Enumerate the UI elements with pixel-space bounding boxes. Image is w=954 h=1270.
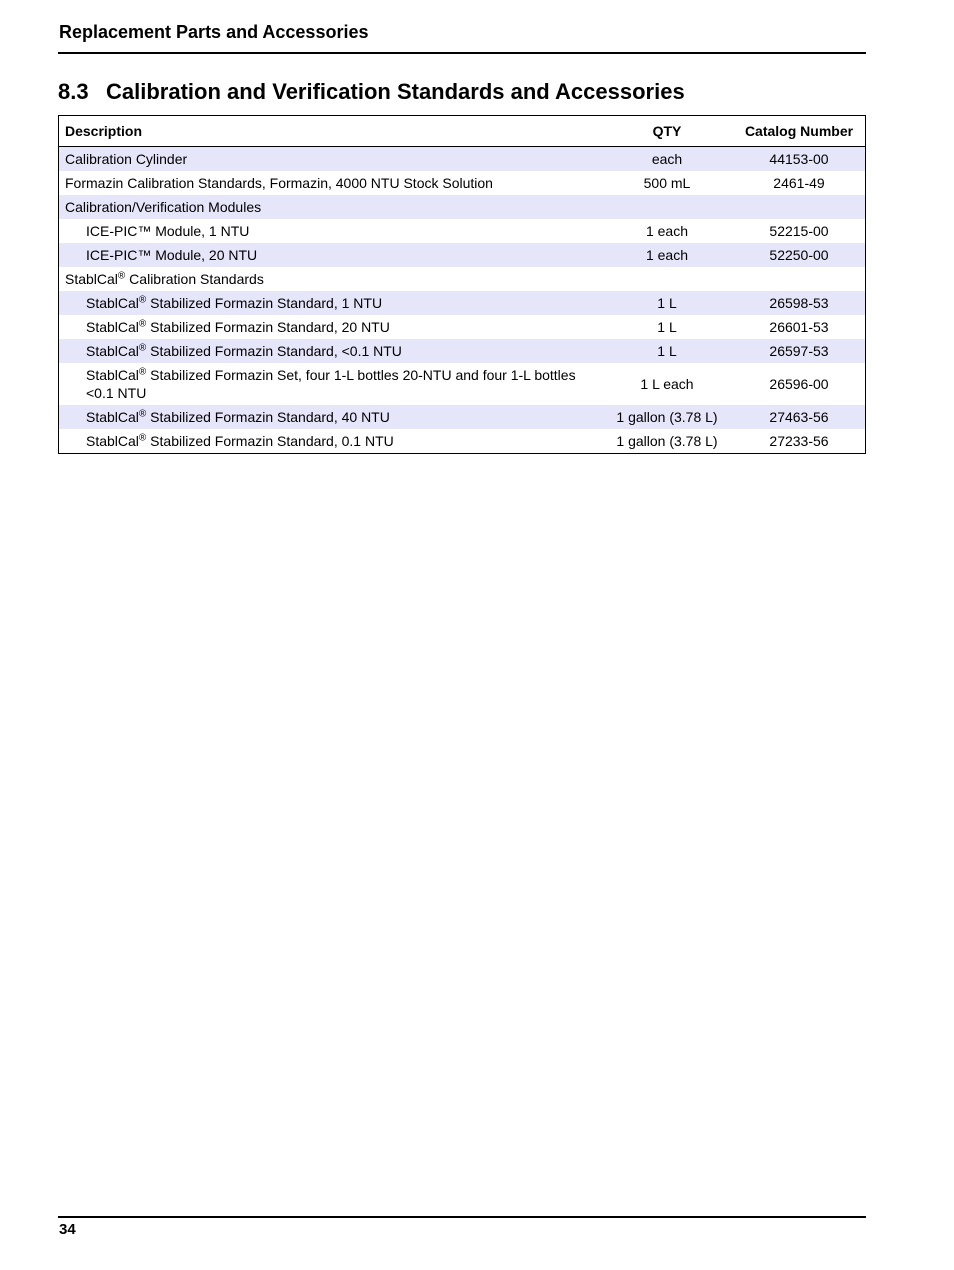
- section-heading: [58, 79, 685, 105]
- table-row: [59, 171, 866, 195]
- row-description: ICE-PIC™ Module, 20 NTU: [59, 243, 602, 267]
- row-description: Formazin Calibration Standards, Formazin, 4000 NTU Stock Solution: [65, 175, 493, 191]
- registered-mark: ®: [138, 318, 147, 330]
- column-header-catalog-number: Catalog Number: [733, 116, 866, 147]
- table-row: [59, 243, 866, 267]
- row-description: [59, 267, 602, 291]
- registered-mark: ®: [138, 432, 147, 444]
- description-text: Stabilized Formazin Standard, 1 NTU: [146, 295, 383, 311]
- row-catalog-number: 2461-49: [773, 175, 825, 191]
- table-header-row: [59, 116, 866, 147]
- row-catalog-number: [733, 195, 866, 219]
- row-catalog-number: 52250-00: [733, 243, 866, 267]
- row-description: [59, 291, 602, 315]
- brand-name: StablCal: [86, 409, 139, 425]
- registered-mark: ®: [138, 294, 147, 306]
- table-row: [59, 147, 866, 172]
- row-qty: 1 each: [645, 223, 689, 239]
- header-rule: [58, 52, 866, 54]
- row-qty: 1 each: [601, 243, 733, 267]
- table-row: [59, 339, 866, 363]
- row-catalog-number: 26596-00: [769, 376, 829, 392]
- description-text: Stabilized Formazin Standard, <0.1 NTU: [146, 343, 402, 359]
- registered-mark: ®: [138, 408, 147, 420]
- table-row: [59, 405, 866, 429]
- row-description: [59, 339, 602, 363]
- table-row: [59, 219, 866, 243]
- row-description: Calibration/Verification Modules: [59, 195, 602, 219]
- brand-name: StablCal: [86, 295, 139, 311]
- registered-mark: ®: [117, 270, 126, 282]
- table-row: [59, 291, 866, 315]
- registered-mark: ®: [138, 366, 147, 378]
- brand-name: StablCal: [86, 343, 139, 359]
- row-catalog-number: [733, 267, 866, 291]
- row-catalog-number: 27233-56: [769, 433, 829, 449]
- brand-name: StablCal: [86, 367, 139, 383]
- row-catalog-number: 26598-53: [733, 291, 866, 315]
- row-catalog-number: 52215-00: [769, 223, 829, 239]
- row-description: Calibration Cylinder: [59, 147, 602, 172]
- page-number: 34: [59, 1221, 76, 1238]
- row-description: [59, 315, 602, 339]
- row-qty: 1 L: [657, 319, 677, 335]
- description-text: Calibration Standards: [125, 271, 264, 287]
- running-header: Replacement Parts and Accessories: [59, 22, 369, 42]
- section-title: Calibration and Verification Standards and Accessories: [106, 79, 685, 104]
- table-row: [59, 429, 866, 454]
- table-row-group-heading: [59, 267, 866, 291]
- description-text: Stabilized Formazin Standard, 20 NTU: [146, 319, 390, 335]
- row-qty: 1 L: [601, 339, 733, 363]
- registered-mark: ®: [138, 342, 147, 354]
- row-qty: 1 L each: [640, 376, 694, 392]
- row-qty: 1 L: [601, 291, 733, 315]
- description-text: Stabilized Formazin Standard, 40 NTU: [146, 409, 390, 425]
- row-qty: 1 gallon (3.78 L): [616, 433, 718, 449]
- description-text: Stabilized Formazin Set, four 1-L bottles 20-NTU and four 1-L bottles <0.1 NTU: [86, 367, 576, 401]
- row-catalog-number: 26597-53: [733, 339, 866, 363]
- row-description: [59, 363, 602, 405]
- row-catalog-number: 44153-00: [733, 147, 866, 172]
- table-row: [59, 363, 866, 405]
- brand-name: StablCal: [86, 433, 139, 449]
- row-catalog-number: 26601-53: [769, 319, 829, 335]
- row-catalog-number: 27463-56: [733, 405, 866, 429]
- row-description: [59, 429, 602, 454]
- row-description: ICE-PIC™ Module, 1 NTU: [86, 223, 250, 239]
- parts-table: [58, 115, 866, 454]
- brand-name: StablCal: [86, 319, 139, 335]
- table-row-group-heading: [59, 195, 866, 219]
- row-description: [59, 405, 602, 429]
- section-number: 8.3: [58, 79, 89, 104]
- row-qty: [601, 195, 733, 219]
- row-qty: 1 gallon (3.78 L): [601, 405, 733, 429]
- row-qty: [601, 267, 733, 291]
- column-header-description: Description: [59, 116, 602, 147]
- row-qty: each: [601, 147, 733, 172]
- footer-rule: [58, 1216, 866, 1218]
- brand-name: StablCal: [65, 271, 118, 287]
- table-row: [59, 315, 866, 339]
- description-text: Stabilized Formazin Standard, 0.1 NTU: [146, 433, 394, 449]
- column-header-qty: QTY: [601, 116, 733, 147]
- row-qty: 500 mL: [643, 175, 691, 191]
